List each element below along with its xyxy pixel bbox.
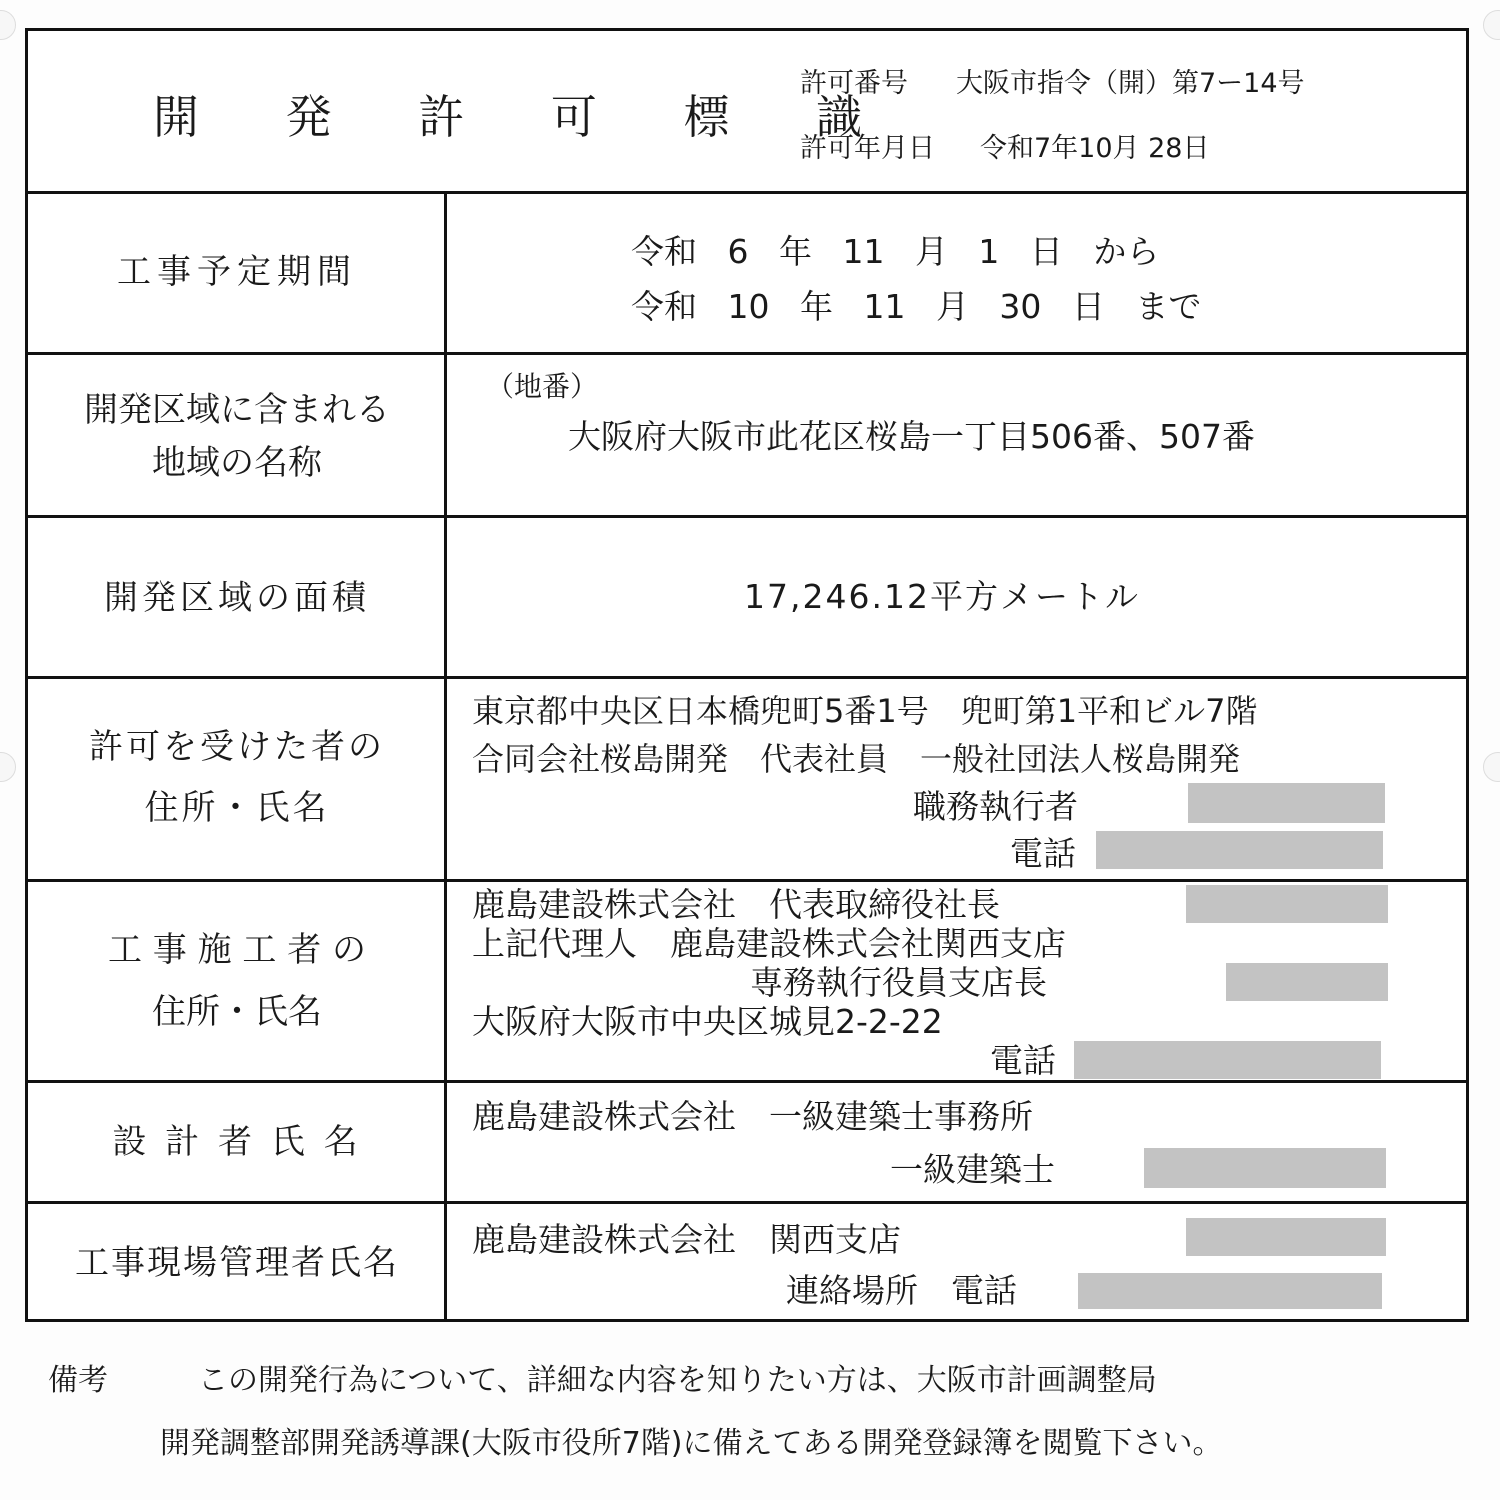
redacted-name bbox=[1188, 783, 1385, 823]
redacted-name bbox=[1144, 1148, 1386, 1188]
permittee-label-1: 許可を受けた者の bbox=[89, 727, 385, 767]
mounting-hole-top-right bbox=[1483, 10, 1500, 40]
permittee-phone-label: 電話 bbox=[1010, 834, 1076, 873]
row-divider bbox=[28, 191, 1466, 194]
lot-number-note: （地番） bbox=[486, 370, 599, 403]
redacted-name bbox=[1226, 963, 1388, 1001]
permit-number: 大阪市指令（開）第7ー14号 bbox=[956, 68, 1305, 99]
designer-title: 一級建築士 bbox=[890, 1150, 1055, 1189]
area-name-label-2: 地域の名称 bbox=[152, 443, 322, 483]
designer-company: 鹿島建設株式会社 一級建築士事務所 bbox=[472, 1097, 1033, 1136]
redacted-name bbox=[1186, 1218, 1386, 1256]
mounting-hole-top-left bbox=[0, 10, 16, 40]
contractor-address: 大阪府大阪市中央区城見2-2-22 bbox=[472, 1002, 943, 1041]
redacted-phone bbox=[1096, 831, 1383, 869]
mounting-hole-mid-left bbox=[0, 752, 16, 782]
row-divider bbox=[28, 515, 1466, 518]
permit-date: 令和7年10月 28日 bbox=[980, 133, 1210, 164]
area-name-value: 大阪府大阪市此花区桜島一丁目506番、507番 bbox=[568, 417, 1255, 456]
permit-number-label: 許可番号 bbox=[800, 68, 908, 99]
site-manager-contact-label: 連絡場所 電話 bbox=[786, 1271, 1017, 1310]
contractor-label-1: 工 事 施 工 者 の bbox=[107, 930, 367, 970]
area-size-value: 17,246.12平方メートル bbox=[744, 577, 1140, 616]
mounting-hole-mid-right bbox=[1483, 752, 1500, 782]
permittee-officer-title: 職務執行者 bbox=[913, 787, 1078, 826]
site-manager-label: 工事現場管理者氏名 bbox=[75, 1243, 399, 1283]
permittee-company: 合同会社桜島開発 代表社員 一般社団法人桜島開発 bbox=[472, 740, 1241, 778]
permittee-label-2: 住所・氏名 bbox=[144, 788, 330, 828]
period-label: 工事予定期間 bbox=[117, 252, 357, 292]
redacted-phone bbox=[1078, 1273, 1382, 1309]
contractor-agent: 上記代理人 鹿島建設株式会社関西支店 bbox=[472, 924, 1066, 963]
row-divider bbox=[28, 879, 1466, 882]
contractor-phone-label: 電話 bbox=[990, 1041, 1056, 1080]
redacted-name bbox=[1186, 885, 1388, 923]
row-divider bbox=[28, 676, 1466, 679]
remarks-line-2: 開発調整部開発誘導課(大阪市役所7階)に備えてある開発登録簿を閲覧下さい。 bbox=[160, 1426, 1223, 1461]
row-divider bbox=[28, 1201, 1466, 1204]
area-size-label: 開発区域の面積 bbox=[104, 578, 370, 618]
permittee-address: 東京都中央区日本橋兜町5番1号 兜町第1平和ビル7階 bbox=[472, 692, 1258, 730]
area-name-label-1: 開発区域に含まれる bbox=[84, 390, 390, 430]
permit-sign-board bbox=[25, 28, 1469, 1322]
contractor-agent-title: 専務執行役員支店長 bbox=[750, 963, 1047, 1002]
contractor-label-2: 住所・氏名 bbox=[152, 992, 322, 1032]
sign-title: 開 発 許 可 標 識 bbox=[153, 90, 899, 144]
designer-label: 設 計 者 氏 名 bbox=[112, 1122, 362, 1162]
row-divider bbox=[28, 1080, 1466, 1083]
remarks-line-1: この開発行為について、詳細な内容を知りたい方は、大阪市計画調整局 bbox=[198, 1363, 1157, 1398]
redacted-phone bbox=[1074, 1041, 1381, 1079]
contractor-company: 鹿島建設株式会社 代表取締役社長 bbox=[472, 885, 1000, 924]
period-to: 令和 10 年 11 月 30 日 まで bbox=[631, 287, 1202, 326]
permit-date-label: 許可年月日 bbox=[800, 133, 935, 164]
site-manager-company: 鹿島建設株式会社 関西支店 bbox=[472, 1220, 901, 1259]
row-divider bbox=[28, 352, 1466, 355]
period-from: 令和 6 年 11 月 1 日 から bbox=[631, 232, 1160, 271]
remarks-label: 備考 bbox=[48, 1363, 108, 1398]
